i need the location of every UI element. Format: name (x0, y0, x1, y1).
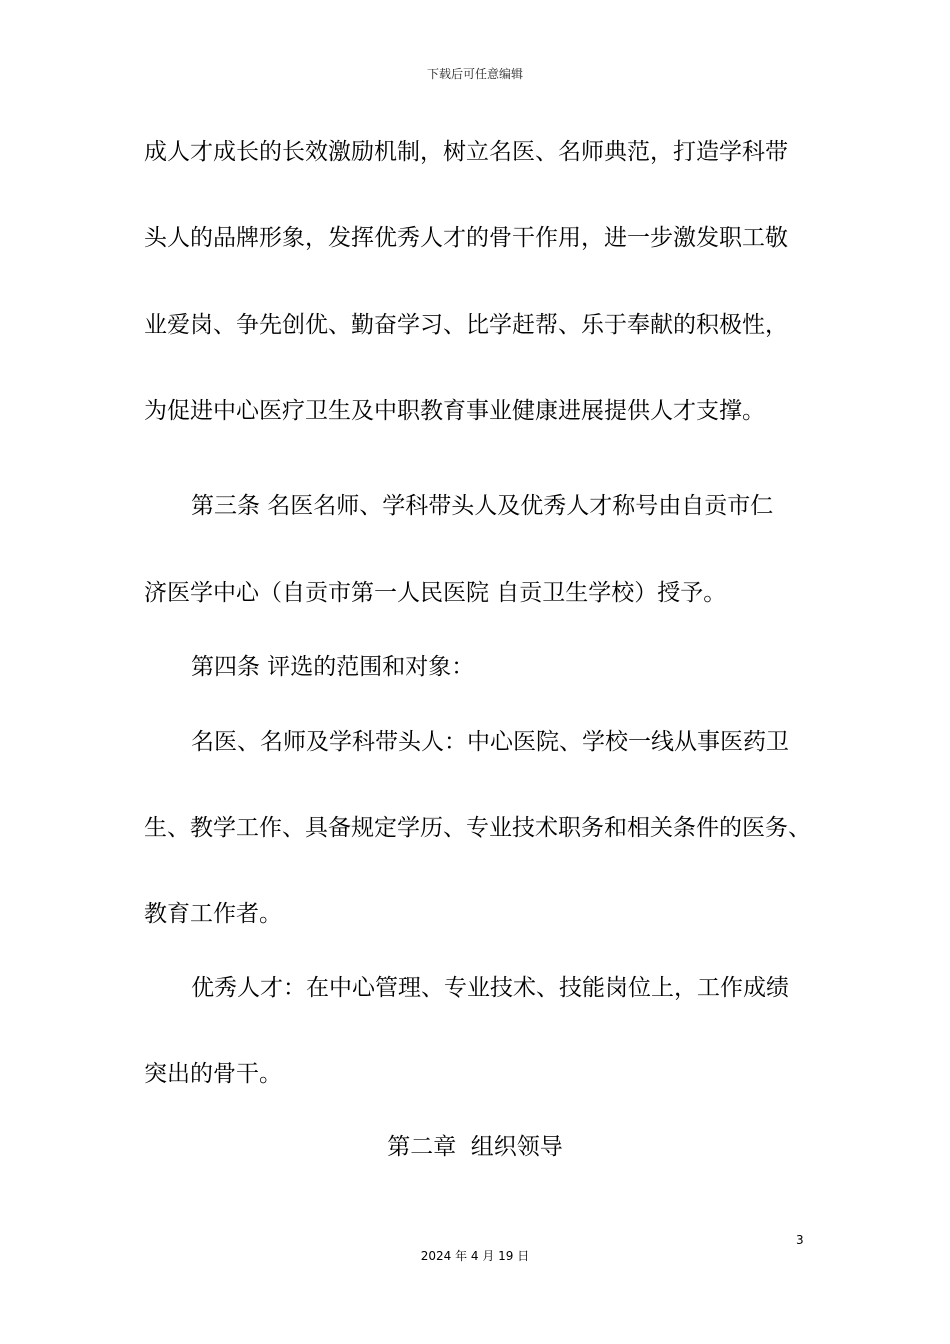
body-line-1: 成人才成长的长效激励机制，树立名医、名师典范，打造学科带 (144, 139, 788, 165)
talent-line-2: 突出的骨干。 (144, 1061, 282, 1087)
chapter-heading: 第二章 组织领导 (387, 1134, 563, 1160)
body-line-2: 头人的品牌形象，发挥优秀人才的骨干作用，进一步激发职工敬 (144, 225, 788, 251)
article-3-line-1: 第三条 名医名师、学科带头人及优秀人才称号由自贡市仁 (191, 493, 774, 519)
footer-date: 2024 年 4 月 19 日 (420, 1249, 530, 1263)
scope-line-2: 生、教学工作、具备规定学历、专业技术职务和相关条件的医务、 (144, 815, 811, 841)
scope-line-1: 名医、名师及学科带头人：中心医院、学校一线从事医药卫 (191, 729, 789, 755)
article-4-title: 第四条 评选的范围和对象： (191, 654, 475, 680)
page-number: 3 (796, 1233, 804, 1247)
body-line-3: 业爱岗、争先创优、勤奋学习、比学赶帮、乐于奉献的积极性， (144, 312, 788, 338)
body-line-4: 为促进中心医疗卫生及中职教育事业健康进展提供人才支撑。 (144, 398, 765, 424)
page-header: 下载后可任意编辑 (426, 67, 523, 81)
article-3-line-2: 济医学中心（自贡市第一人民医院 自贡卫生学校）授予。 (144, 580, 727, 606)
scope-line-3: 教育工作者。 (144, 901, 282, 927)
talent-line-1: 优秀人才：在中心管理、专业技术、技能岗位上，工作成绩 (191, 975, 789, 1001)
